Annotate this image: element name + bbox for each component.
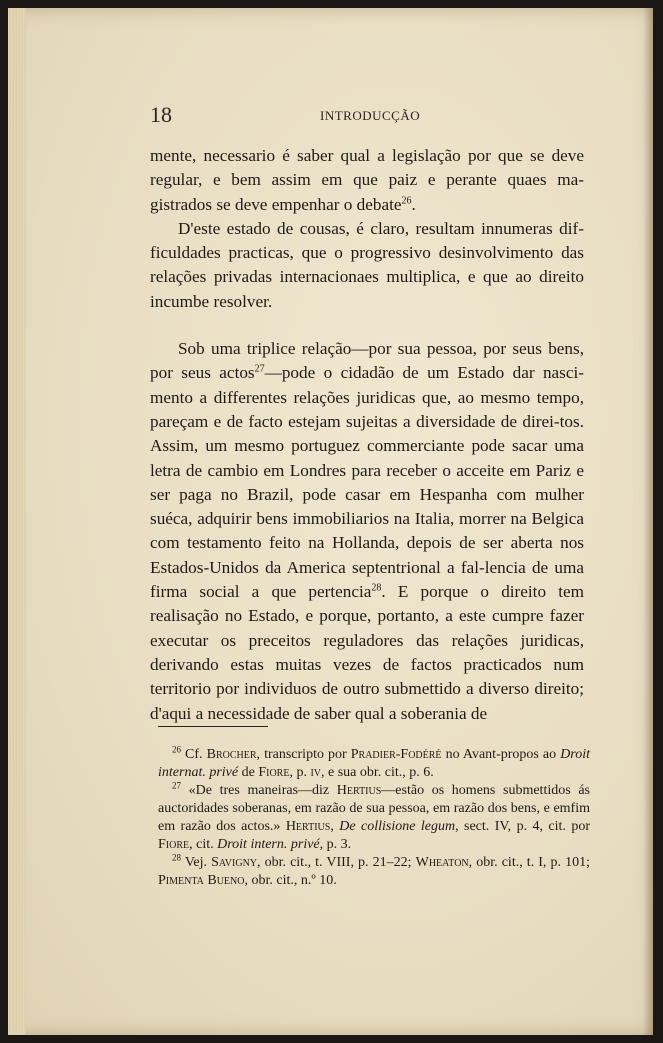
footnote-number: 28 [172,852,181,863]
footnote-text: Cf. [181,747,207,762]
footnote-text: , obr. cit., t. I, p. 101; [468,855,590,870]
paragraph-3 [150,337,584,726]
book-page [8,8,653,1035]
author-name: Pimenta Bueno [158,873,245,888]
author-name: Fiore [258,765,290,780]
footnote-27 [158,782,590,854]
paragraph-gap [150,314,584,337]
footnote-text: , e sua obr. cit., p. 6. [321,765,434,780]
paragraph-1-tail: . [411,194,416,214]
author-name: Wheaton [415,855,469,870]
work-title: De collisione legum [339,819,456,834]
footnote-rule [158,726,268,727]
author-name: Hertius [336,783,382,798]
footnote-28 [158,854,590,890]
work-title: Droit intern. privé [217,837,320,852]
roman-page: iv [310,765,322,780]
footnote-text: , p. 3. [319,837,352,852]
note-ref-27[interactable]: 27 [254,363,265,375]
footnote-text: , sect. IV, p. 4, cit. por [455,819,590,834]
header-title: INTRODUCÇÃO [320,108,421,123]
paragraph-3-part-b: —pode o cidadão de um Estado dar nasci-mento a differentes relações juridicas que, ao mesmo tempo, pareçam e de facto estejam sujeitas a diversidade de direi-tos. Assim, um mesmo portuguez commerciante pode sacar uma letra de cambio em Londres para receber o acceite em Pariz e ser paga no Brazil, pode casar em Hespanha com mulher suéca, adquirir bens immobiliarios na Italia, morrer na Belgica com testamento feito na Hollanda, depois de ser aberta nos Estados-Unidos da America septentrional a fal-lencia de uma firma social a que pertencia [150,363,584,602]
footnote-text: , obr. cit., t. VIII, p. 21–22; [257,855,416,870]
page-gutter-shadow [643,8,653,1035]
running-head [150,102,590,130]
paragraph-3-part-a: Sob uma triplice relação—por sua pessoa, por seus bens, por seus actos [150,339,584,383]
author-name: Hertius [285,819,331,834]
work-title: Droit internat. privé [158,747,591,780]
footnote-text: no Avant-propos ao [441,747,561,762]
author-name: Savigny [211,855,258,870]
footnote-text: —estão os homens submettidos ás auctoridades soberanas, em razão de sua pessoa, em razão dos bens, e emfim em razão dos actos.» [158,783,590,834]
note-ref-28[interactable]: 28 [371,582,382,594]
page-edges [8,8,26,1035]
author-name: Pradier-Fodéré [350,747,442,762]
paragraph-1 [150,144,584,217]
page-number: 18 [150,102,172,127]
paragraph-1-line-1: mente, necessario é saber qual a legislação por que se [150,146,545,165]
footnote-number: 26 [172,744,181,755]
footnote-text: , p. [289,765,311,780]
body-text [150,144,584,726]
footnote-26 [158,746,590,782]
paragraph-1-line-2: deve regular, e bem assim em que paiz e perante quaes ma- [150,146,585,190]
footnote-text: de [238,765,259,780]
footnote-text: , cit. [189,837,218,852]
paragraph-2: D'este estado de cousas, é claro, resultam innumeras dif-ficuldades practicas, que o progressivo desinvolvimento das relações privadas internacionaes multiplica, e que ao direito incumbe resolver. [150,218,584,311]
footnote-text: , [330,819,340,834]
footnote-number: 27 [172,780,181,791]
footnote-text: Vej. [181,855,212,870]
note-ref-26[interactable]: 26 [401,194,412,206]
footnote-text: , transcripto por [256,747,351,762]
paragraph-1-line-3: gistrados se deve empenhar o debate [150,194,402,214]
footnote-text: «De tres maneiras—diz [181,783,337,798]
paragraph-3-part-c: . E porque o direito tem realisação no Estado, e porque, portanto, a este cumpre fazer executar os preceitos reguladores das relações juridicas, derivando estas muitas vezes de factos practicados num territorio por individuos de outro submettido a diverso direito; d'aqui a necessidade de saber qual a soberania de [150,582,584,723]
author-name: Brocher [206,747,257,762]
footnote-text: , obr. cit., n.º 10. [244,873,337,888]
footnotes [158,746,590,890]
author-name: Fiore [158,837,190,852]
